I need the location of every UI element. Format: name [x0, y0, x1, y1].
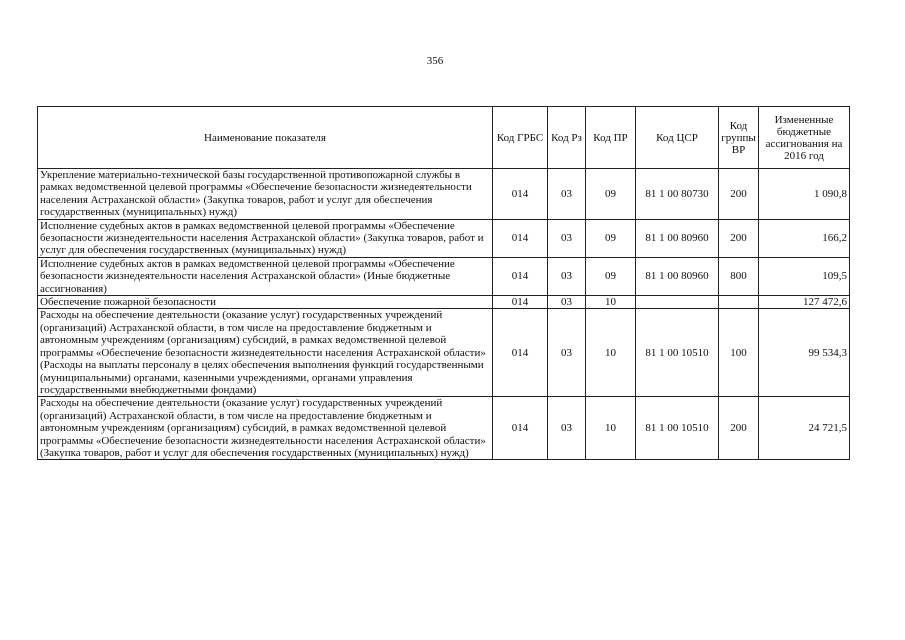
row-pr: 10 — [586, 309, 636, 397]
row-name: Расходы на обеспечение деятельности (оказание услуг) государственных учреждений (организаций) Астраханской области, в том числе на предоставление бюджетным и автономным учреждениям (организациям) субсидий, в рамках ведомственной целевой программы «Обеспечение безопасности жизнедеятельности населения Астраханской области» (Расходы на выплаты персоналу в целях обеспечения выполнения функций государственными (муниципальными) органами, казенными учреждениями, органами управления государственными внебюджетными фондами) — [38, 309, 493, 397]
row-vr: 800 — [719, 257, 759, 295]
row-rz: 03 — [548, 257, 586, 295]
row-csr: 81 1 00 80960 — [636, 257, 719, 295]
row-csr: 81 1 00 10510 — [636, 397, 719, 460]
row-grbs: 014 — [493, 397, 548, 460]
table-row — [38, 397, 850, 460]
header-vr: Код группы ВР — [719, 107, 759, 169]
row-csr — [636, 296, 719, 309]
header-name: Наименование показателя — [38, 107, 493, 169]
row-pr: 10 — [586, 296, 636, 309]
table-row — [38, 169, 850, 220]
row-name: Расходы на обеспечение деятельности (оказание услуг) государственных учреждений (организаций) Астраханской области, в том числе на предоставление бюджетным и автономным учреждениям (организациям) субсидий, в рамках ведомственной целевой программы «Обеспечение безопасности жизнедеятельности населения Астраханской области» (Закупка товаров, работ и услуг для обеспечения государственных (муниципальных) нужд) — [38, 397, 493, 460]
header-grbs: Код ГРБС — [493, 107, 548, 169]
row-amount: 166,2 — [759, 219, 850, 257]
row-amount: 24 721,5 — [759, 397, 850, 460]
row-name: Обеспечение пожарной безопасности — [38, 296, 493, 309]
row-name: Исполнение судебных актов в рамках ведомственной целевой программы «Обеспечение безопасности жизнедеятельности населения Астраханской области» (Закупка товаров, работ и услуг для обеспечения государственных (муниципальных) нужд) — [38, 219, 493, 257]
row-csr: 81 1 00 10510 — [636, 309, 719, 397]
table-row — [38, 309, 850, 397]
row-amount: 109,5 — [759, 257, 850, 295]
budget-table — [37, 106, 850, 460]
table-header-row — [38, 107, 850, 169]
row-name: Укрепление материально-технической базы государственной противопожарной службы в рамках ведомственной целевой программы «Обеспечение безопасности жизнедеятельности населения Астраханской области» (Закупка товаров, работ и услуг для обеспечения государственных (муниципальных) нужд) — [38, 169, 493, 220]
row-vr: 200 — [719, 169, 759, 220]
row-amount: 99 534,3 — [759, 309, 850, 397]
header-pr: Код ПР — [586, 107, 636, 169]
row-grbs: 014 — [493, 257, 548, 295]
row-vr: 200 — [719, 219, 759, 257]
row-rz: 03 — [548, 309, 586, 397]
row-vr — [719, 296, 759, 309]
header-rz: Код Рз — [548, 107, 586, 169]
table-row — [38, 257, 850, 295]
row-csr: 81 1 00 80960 — [636, 219, 719, 257]
page-number: 356 — [426, 55, 444, 67]
table-row — [38, 219, 850, 257]
row-grbs: 014 — [493, 169, 548, 220]
row-rz: 03 — [548, 296, 586, 309]
row-vr: 200 — [719, 397, 759, 460]
row-name: Исполнение судебных актов в рамках ведомственной целевой программы «Обеспечение безопасности жизнедеятельности населения Астраханской области» (Иные бюджетные ассигнования) — [38, 257, 493, 295]
row-vr: 100 — [719, 309, 759, 397]
row-rz: 03 — [548, 397, 586, 460]
header-csr: Код ЦСР — [636, 107, 719, 169]
row-grbs: 014 — [493, 219, 548, 257]
row-grbs: 014 — [493, 309, 548, 397]
row-rz: 03 — [548, 219, 586, 257]
row-amount: 127 472,6 — [759, 296, 850, 309]
row-pr: 10 — [586, 397, 636, 460]
table-row — [38, 296, 850, 309]
row-amount: 1 090,8 — [759, 169, 850, 220]
row-csr: 81 1 00 80730 — [636, 169, 719, 220]
row-grbs: 014 — [493, 296, 548, 309]
row-pr: 09 — [586, 219, 636, 257]
row-pr: 09 — [586, 257, 636, 295]
header-amount: Измененные бюджетные ассигнования на 2016 год — [759, 107, 850, 169]
row-rz: 03 — [548, 169, 586, 220]
row-pr: 09 — [586, 169, 636, 220]
